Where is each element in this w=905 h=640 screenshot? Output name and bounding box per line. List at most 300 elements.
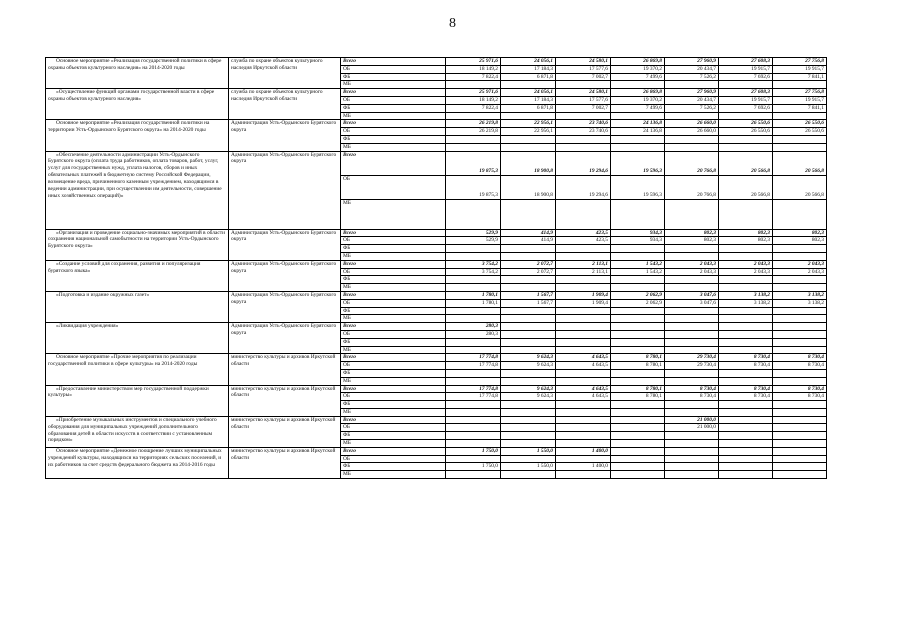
amount-cell bbox=[556, 330, 611, 338]
funding-source: МБ bbox=[341, 284, 446, 292]
amount-cell: 8 780,1 bbox=[611, 362, 665, 370]
amount-cell bbox=[611, 408, 665, 416]
amount-cell: 1 750,0 bbox=[446, 447, 501, 455]
amount-cell bbox=[611, 81, 665, 89]
amount-cell bbox=[665, 463, 719, 471]
amount-cell bbox=[446, 112, 501, 120]
activity-name: Основное мероприятие «Прочие мероприятия по реализации государственной политики в сфере культуры» на 2014-2020 годы bbox=[46, 354, 229, 385]
funding-source: ФБ bbox=[341, 276, 446, 284]
amount-cell: 23 740,6 bbox=[556, 120, 611, 128]
amount-cell bbox=[611, 143, 665, 151]
amount-cell: 19 370,2 bbox=[611, 96, 665, 104]
amount-cell: 2 113,1 bbox=[556, 268, 611, 276]
amount-cell bbox=[556, 284, 611, 292]
funding-source: МБ bbox=[341, 199, 446, 229]
amount-cell: 27 608,3 bbox=[719, 58, 773, 66]
amount-cell: 1 400,0 bbox=[556, 463, 611, 471]
amount-cell bbox=[556, 401, 611, 409]
amount-cell bbox=[556, 81, 611, 89]
table-row bbox=[46, 385, 827, 393]
amount-cell bbox=[501, 135, 556, 143]
amount-cell: 29 730,4 bbox=[665, 354, 719, 362]
amount-cell bbox=[719, 369, 773, 377]
amount-cell: 8 780,1 bbox=[611, 385, 665, 393]
amount-cell bbox=[719, 416, 773, 424]
table-row bbox=[46, 89, 827, 97]
funding-source: Всего bbox=[341, 354, 446, 362]
amount-cell: 27 960,9 bbox=[665, 58, 719, 66]
amount-cell bbox=[719, 245, 773, 253]
amount-cell: 7 526,2 bbox=[665, 104, 719, 112]
amount-cell bbox=[446, 199, 501, 229]
amount-cell bbox=[446, 408, 501, 416]
amount-cell: 1 909,4 bbox=[556, 299, 611, 307]
amount-cell: 3 138,2 bbox=[773, 291, 827, 299]
amount-cell bbox=[556, 135, 611, 143]
table-row bbox=[46, 120, 827, 128]
funding-source: ФБ bbox=[341, 135, 446, 143]
amount-cell: 26 869,8 bbox=[611, 58, 665, 66]
amount-cell: 3 047,6 bbox=[665, 291, 719, 299]
amount-cell: 18 900,8 bbox=[501, 175, 556, 199]
table-row bbox=[46, 229, 827, 237]
amount-cell: 1 750,0 bbox=[446, 463, 501, 471]
amount-cell: 6 871,8 bbox=[501, 104, 556, 112]
amount-cell: 26 869,8 bbox=[611, 89, 665, 97]
amount-cell bbox=[556, 143, 611, 151]
amount-cell: 7 002,7 bbox=[556, 104, 611, 112]
amount-cell bbox=[446, 81, 501, 89]
amount-cell bbox=[611, 432, 665, 440]
amount-cell bbox=[446, 424, 501, 432]
amount-cell: 24 580,1 bbox=[556, 58, 611, 66]
amount-cell bbox=[501, 440, 556, 448]
amount-cell bbox=[719, 471, 773, 479]
amount-cell bbox=[665, 432, 719, 440]
responsible-executor: Администрация Усть-Ордынского Бурятского округа bbox=[229, 323, 341, 354]
amount-cell: 21 000,0 bbox=[665, 416, 719, 424]
amount-cell: 1 567,7 bbox=[501, 291, 556, 299]
amount-cell: 26 219,8 bbox=[446, 120, 501, 128]
amount-cell: 21 000,0 bbox=[665, 424, 719, 432]
amount-cell bbox=[501, 424, 556, 432]
amount-cell bbox=[611, 346, 665, 354]
amount-cell: 26 219,8 bbox=[446, 128, 501, 136]
amount-cell bbox=[719, 112, 773, 120]
activity-name: «Обеспечение деятельности администрации Усть-Ордынского Бурятского округа (оплата труда работников, оплата товаров, работ, услуг, услуг для государственных нужд, уплата налогов, сборов и иных обязательных платежей в бюджетную систему Российской Федерации, возмещение вреда, причиненного казенным учреждением, находящимся в ведении администрации, при осуществлении им деятельности, совершение иных хозяйственных операций)» bbox=[46, 151, 229, 229]
amount-cell bbox=[719, 463, 773, 471]
amount-cell bbox=[501, 455, 556, 463]
amount-cell: 17 577,6 bbox=[556, 65, 611, 73]
amount-cell: 934,3 bbox=[611, 229, 665, 237]
amount-cell bbox=[611, 199, 665, 229]
amount-cell bbox=[501, 252, 556, 260]
amount-cell bbox=[446, 276, 501, 284]
amount-cell bbox=[446, 346, 501, 354]
amount-cell: 3 754,2 bbox=[446, 260, 501, 268]
amount-cell bbox=[501, 471, 556, 479]
amount-cell bbox=[611, 471, 665, 479]
amount-cell bbox=[501, 112, 556, 120]
funding-source: ФБ bbox=[341, 401, 446, 409]
table-row bbox=[46, 260, 827, 268]
amount-cell: 4 643,5 bbox=[556, 354, 611, 362]
amount-cell bbox=[501, 408, 556, 416]
amount-cell: 1 550,0 bbox=[501, 463, 556, 471]
amount-cell bbox=[773, 323, 827, 331]
amount-cell: 2 072,7 bbox=[501, 268, 556, 276]
table-row bbox=[46, 354, 827, 362]
funding-source: ОБ bbox=[341, 237, 446, 245]
amount-cell bbox=[665, 143, 719, 151]
amount-cell: 1 780,1 bbox=[446, 291, 501, 299]
amount-cell bbox=[773, 424, 827, 432]
amount-cell: 280,3 bbox=[446, 330, 501, 338]
amount-cell bbox=[556, 369, 611, 377]
amount-cell bbox=[665, 252, 719, 260]
amount-cell bbox=[556, 377, 611, 385]
amount-cell: 19 915,7 bbox=[719, 96, 773, 104]
amount-cell bbox=[556, 338, 611, 346]
amount-cell bbox=[501, 199, 556, 229]
table-row bbox=[46, 447, 827, 455]
amount-cell bbox=[665, 245, 719, 253]
amount-cell bbox=[773, 447, 827, 455]
amount-cell: 1 780,1 bbox=[446, 299, 501, 307]
amount-cell: 7 822,4 bbox=[446, 73, 501, 81]
responsible-executor: министерство культуры и архивов Иркутской области bbox=[229, 385, 341, 416]
funding-source: Всего bbox=[341, 151, 446, 175]
funding-source: МБ bbox=[341, 315, 446, 323]
amount-cell bbox=[665, 330, 719, 338]
amount-cell bbox=[556, 112, 611, 120]
amount-cell: 4 643,5 bbox=[556, 385, 611, 393]
amount-cell bbox=[611, 401, 665, 409]
amount-cell: 3 138,2 bbox=[719, 291, 773, 299]
amount-cell bbox=[665, 369, 719, 377]
funding-source: ОБ bbox=[341, 330, 446, 338]
amount-cell bbox=[665, 284, 719, 292]
amount-cell: 24 056,1 bbox=[501, 89, 556, 97]
amount-cell: 1 400,0 bbox=[556, 447, 611, 455]
amount-cell: 6 871,8 bbox=[501, 73, 556, 81]
amount-cell: 20 566,8 bbox=[719, 151, 773, 175]
amount-cell: 280,3 bbox=[446, 323, 501, 331]
amount-cell bbox=[719, 307, 773, 315]
amount-cell: 934,3 bbox=[611, 237, 665, 245]
amount-cell: 7 692,6 bbox=[719, 73, 773, 81]
table-row bbox=[46, 416, 827, 424]
amount-cell bbox=[665, 440, 719, 448]
amount-cell: 802,3 bbox=[773, 229, 827, 237]
responsible-executor: Администрация Усть-Ордынского Бурятского округа bbox=[229, 260, 341, 291]
amount-cell: 3 047,6 bbox=[665, 299, 719, 307]
amount-cell: 8 730,4 bbox=[665, 393, 719, 401]
amount-cell: 25 971,6 bbox=[446, 89, 501, 97]
amount-cell bbox=[611, 330, 665, 338]
amount-cell: 26 660,0 bbox=[665, 128, 719, 136]
amount-cell: 20 566,8 bbox=[773, 175, 827, 199]
amount-cell bbox=[665, 135, 719, 143]
amount-cell bbox=[773, 81, 827, 89]
amount-cell: 7 526,2 bbox=[665, 73, 719, 81]
amount-cell: 19 294,6 bbox=[556, 151, 611, 175]
responsible-executor: Администрация Усть-Ордынского Бурятского округа bbox=[229, 229, 341, 260]
funding-source: ОБ bbox=[341, 96, 446, 104]
funding-source: ФБ bbox=[341, 432, 446, 440]
amount-cell bbox=[446, 377, 501, 385]
amount-cell: 2 043,3 bbox=[719, 268, 773, 276]
amount-cell: 17 774,8 bbox=[446, 354, 501, 362]
amount-cell bbox=[501, 330, 556, 338]
amount-cell: 7 692,6 bbox=[719, 104, 773, 112]
funding-source: Всего bbox=[341, 291, 446, 299]
amount-cell bbox=[501, 401, 556, 409]
amount-cell bbox=[773, 377, 827, 385]
amount-cell: 9 624,3 bbox=[501, 385, 556, 393]
amount-cell: 1 567,7 bbox=[501, 299, 556, 307]
amount-cell bbox=[611, 338, 665, 346]
activity-name: «Ликвидация учреждения» bbox=[46, 323, 229, 354]
amount-cell bbox=[446, 432, 501, 440]
amount-cell: 24 056,1 bbox=[501, 58, 556, 66]
amount-cell bbox=[773, 338, 827, 346]
amount-cell bbox=[773, 307, 827, 315]
amount-cell: 24 580,1 bbox=[556, 89, 611, 97]
amount-cell: 2 043,3 bbox=[773, 268, 827, 276]
funding-source: ОБ bbox=[341, 424, 446, 432]
amount-cell: 18 149,2 bbox=[446, 96, 501, 104]
responsible-executor: служба по охране объектов культурного наследия Иркутской области bbox=[229, 89, 341, 120]
amount-cell bbox=[556, 440, 611, 448]
amount-cell bbox=[501, 276, 556, 284]
amount-cell: 17 577,6 bbox=[556, 96, 611, 104]
amount-cell: 20 434,7 bbox=[665, 65, 719, 73]
funding-source: МБ bbox=[341, 408, 446, 416]
amount-cell bbox=[719, 447, 773, 455]
activity-name: «Предоставление министерством мер государственной поддержки культуры» bbox=[46, 385, 229, 416]
amount-cell: 802,3 bbox=[773, 237, 827, 245]
activity-name: Основное мероприятие «Реализация государственной политики на территории Усть-Ордынского Бурятского округа» на 2014-2020 годы bbox=[46, 120, 229, 151]
amount-cell bbox=[773, 135, 827, 143]
responsible-executor: министерство культуры и архивов Иркутской области bbox=[229, 447, 341, 478]
amount-cell bbox=[719, 315, 773, 323]
funding-source: ОБ bbox=[341, 175, 446, 199]
amount-cell: 17 184,3 bbox=[501, 65, 556, 73]
funding-source: Всего bbox=[341, 447, 446, 455]
amount-cell bbox=[719, 401, 773, 409]
funding-source: МБ bbox=[341, 112, 446, 120]
table-row bbox=[46, 58, 827, 66]
responsible-executor: министерство культуры и архивов Иркутской области bbox=[229, 354, 341, 385]
budget-table bbox=[45, 57, 827, 479]
amount-cell bbox=[719, 81, 773, 89]
amount-cell bbox=[501, 307, 556, 315]
amount-cell bbox=[446, 143, 501, 151]
amount-cell bbox=[719, 408, 773, 416]
funding-source: МБ bbox=[341, 143, 446, 151]
amount-cell: 26 550,6 bbox=[719, 120, 773, 128]
amount-cell bbox=[665, 276, 719, 284]
amount-cell bbox=[773, 112, 827, 120]
amount-cell bbox=[501, 245, 556, 253]
amount-cell: 802,3 bbox=[719, 237, 773, 245]
amount-cell: 18 900,8 bbox=[501, 151, 556, 175]
amount-cell bbox=[446, 338, 501, 346]
amount-cell bbox=[665, 471, 719, 479]
funding-source: Всего bbox=[341, 89, 446, 97]
amount-cell bbox=[446, 307, 501, 315]
amount-cell: 25 971,6 bbox=[446, 58, 501, 66]
amount-cell bbox=[665, 81, 719, 89]
amount-cell bbox=[501, 416, 556, 424]
amount-cell: 9 624,3 bbox=[501, 393, 556, 401]
amount-cell bbox=[556, 416, 611, 424]
amount-cell bbox=[773, 330, 827, 338]
amount-cell bbox=[611, 463, 665, 471]
amount-cell: 26 550,6 bbox=[773, 120, 827, 128]
amount-cell bbox=[773, 199, 827, 229]
amount-cell bbox=[611, 112, 665, 120]
amount-cell: 23 740,6 bbox=[556, 128, 611, 136]
amount-cell bbox=[556, 307, 611, 315]
amount-cell bbox=[446, 369, 501, 377]
amount-cell bbox=[501, 315, 556, 323]
amount-cell bbox=[501, 432, 556, 440]
amount-cell: 19 875,3 bbox=[446, 175, 501, 199]
amount-cell bbox=[446, 471, 501, 479]
amount-cell: 22 956,1 bbox=[501, 128, 556, 136]
amount-cell bbox=[773, 416, 827, 424]
funding-source: ОБ bbox=[341, 455, 446, 463]
amount-cell: 19 294,6 bbox=[556, 175, 611, 199]
amount-cell bbox=[501, 284, 556, 292]
amount-cell: 8 730,4 bbox=[719, 362, 773, 370]
amount-cell: 7 499,6 bbox=[611, 73, 665, 81]
amount-cell bbox=[446, 401, 501, 409]
amount-cell: 414,9 bbox=[501, 237, 556, 245]
amount-cell bbox=[611, 440, 665, 448]
amount-cell bbox=[719, 284, 773, 292]
amount-cell bbox=[611, 424, 665, 432]
amount-cell: 8 730,4 bbox=[773, 385, 827, 393]
amount-cell: 2 113,1 bbox=[556, 260, 611, 268]
amount-cell bbox=[611, 377, 665, 385]
amount-cell bbox=[719, 346, 773, 354]
amount-cell bbox=[773, 143, 827, 151]
amount-cell bbox=[719, 424, 773, 432]
amount-cell: 2 043,3 bbox=[665, 268, 719, 276]
amount-cell: 802,3 bbox=[665, 237, 719, 245]
amount-cell: 2 043,3 bbox=[719, 260, 773, 268]
amount-cell bbox=[611, 135, 665, 143]
amount-cell: 2 072,7 bbox=[501, 260, 556, 268]
funding-source: ОБ bbox=[341, 65, 446, 73]
amount-cell: 19 370,2 bbox=[611, 65, 665, 73]
amount-cell bbox=[665, 199, 719, 229]
amount-cell bbox=[611, 315, 665, 323]
amount-cell: 20 766,8 bbox=[665, 151, 719, 175]
amount-cell bbox=[611, 323, 665, 331]
amount-cell bbox=[665, 346, 719, 354]
amount-cell: 27 756,8 bbox=[773, 89, 827, 97]
funding-source: МБ bbox=[341, 377, 446, 385]
funding-source: МБ bbox=[341, 81, 446, 89]
amount-cell: 3 138,2 bbox=[773, 299, 827, 307]
table-row bbox=[46, 323, 827, 331]
amount-cell bbox=[611, 455, 665, 463]
amount-cell bbox=[556, 424, 611, 432]
activity-name: Основное мероприятие «Денежное поощрение лучших муниципальных учреждений культуры, находящихся на территориях сельских поселений, и их работников за счет средств федерального бюджета на 2014-2016 годы bbox=[46, 447, 229, 478]
amount-cell: 9 624,3 bbox=[501, 354, 556, 362]
amount-cell bbox=[556, 455, 611, 463]
amount-cell: 8 730,4 bbox=[773, 354, 827, 362]
amount-cell bbox=[665, 338, 719, 346]
amount-cell: 19 915,7 bbox=[719, 65, 773, 73]
amount-cell: 17 184,3 bbox=[501, 96, 556, 104]
funding-source: ФБ bbox=[341, 463, 446, 471]
funding-source: ФБ bbox=[341, 104, 446, 112]
funding-source: Всего bbox=[341, 120, 446, 128]
amount-cell: 802,3 bbox=[719, 229, 773, 237]
amount-cell: 17 774,8 bbox=[446, 362, 501, 370]
responsible-executor: Администрация Усть-Ордынского Бурятского округа bbox=[229, 291, 341, 322]
amount-cell bbox=[719, 199, 773, 229]
amount-cell bbox=[773, 432, 827, 440]
amount-cell: 20 566,8 bbox=[773, 151, 827, 175]
funding-source: Всего bbox=[341, 229, 446, 237]
funding-source: Всего bbox=[341, 416, 446, 424]
amount-cell: 19 875,3 bbox=[446, 151, 501, 175]
funding-source: ФБ bbox=[341, 338, 446, 346]
amount-cell: 7 002,7 bbox=[556, 73, 611, 81]
amount-cell: 24 136,8 bbox=[611, 120, 665, 128]
amount-cell: 1 543,2 bbox=[611, 260, 665, 268]
amount-cell bbox=[501, 81, 556, 89]
activity-name: Основное мероприятие «Реализация государственной политики в сфере охраны объектов культурного наследия» на 2014-2020 годы bbox=[46, 58, 229, 89]
amount-cell bbox=[719, 143, 773, 151]
amount-cell bbox=[665, 307, 719, 315]
amount-cell bbox=[556, 252, 611, 260]
amount-cell: 529,9 bbox=[446, 229, 501, 237]
amount-cell: 19 915,7 bbox=[773, 65, 827, 73]
amount-cell bbox=[446, 440, 501, 448]
funding-source: ОБ bbox=[341, 362, 446, 370]
amount-cell bbox=[611, 369, 665, 377]
amount-cell bbox=[719, 135, 773, 143]
amount-cell: 20 566,8 bbox=[719, 175, 773, 199]
amount-cell bbox=[719, 455, 773, 463]
amount-cell: 8 730,4 bbox=[719, 393, 773, 401]
amount-cell bbox=[665, 455, 719, 463]
amount-cell bbox=[665, 112, 719, 120]
amount-cell bbox=[719, 440, 773, 448]
amount-cell bbox=[773, 455, 827, 463]
amount-cell: 2 062,9 bbox=[611, 291, 665, 299]
funding-source: Всего bbox=[341, 385, 446, 393]
amount-cell bbox=[773, 463, 827, 471]
amount-cell bbox=[446, 135, 501, 143]
funding-source: ОБ bbox=[341, 393, 446, 401]
funding-source: ОБ bbox=[341, 299, 446, 307]
activity-name: «Организация и проведение социально-значимых мероприятий в области сохранения национальной самобытности на территории Усть-Ордынского Бурятского округа» bbox=[46, 229, 229, 260]
amount-cell bbox=[773, 245, 827, 253]
amount-cell bbox=[446, 315, 501, 323]
amount-cell bbox=[773, 346, 827, 354]
amount-cell: 20 434,7 bbox=[665, 96, 719, 104]
amount-cell bbox=[611, 245, 665, 253]
amount-cell: 4 643,5 bbox=[556, 362, 611, 370]
